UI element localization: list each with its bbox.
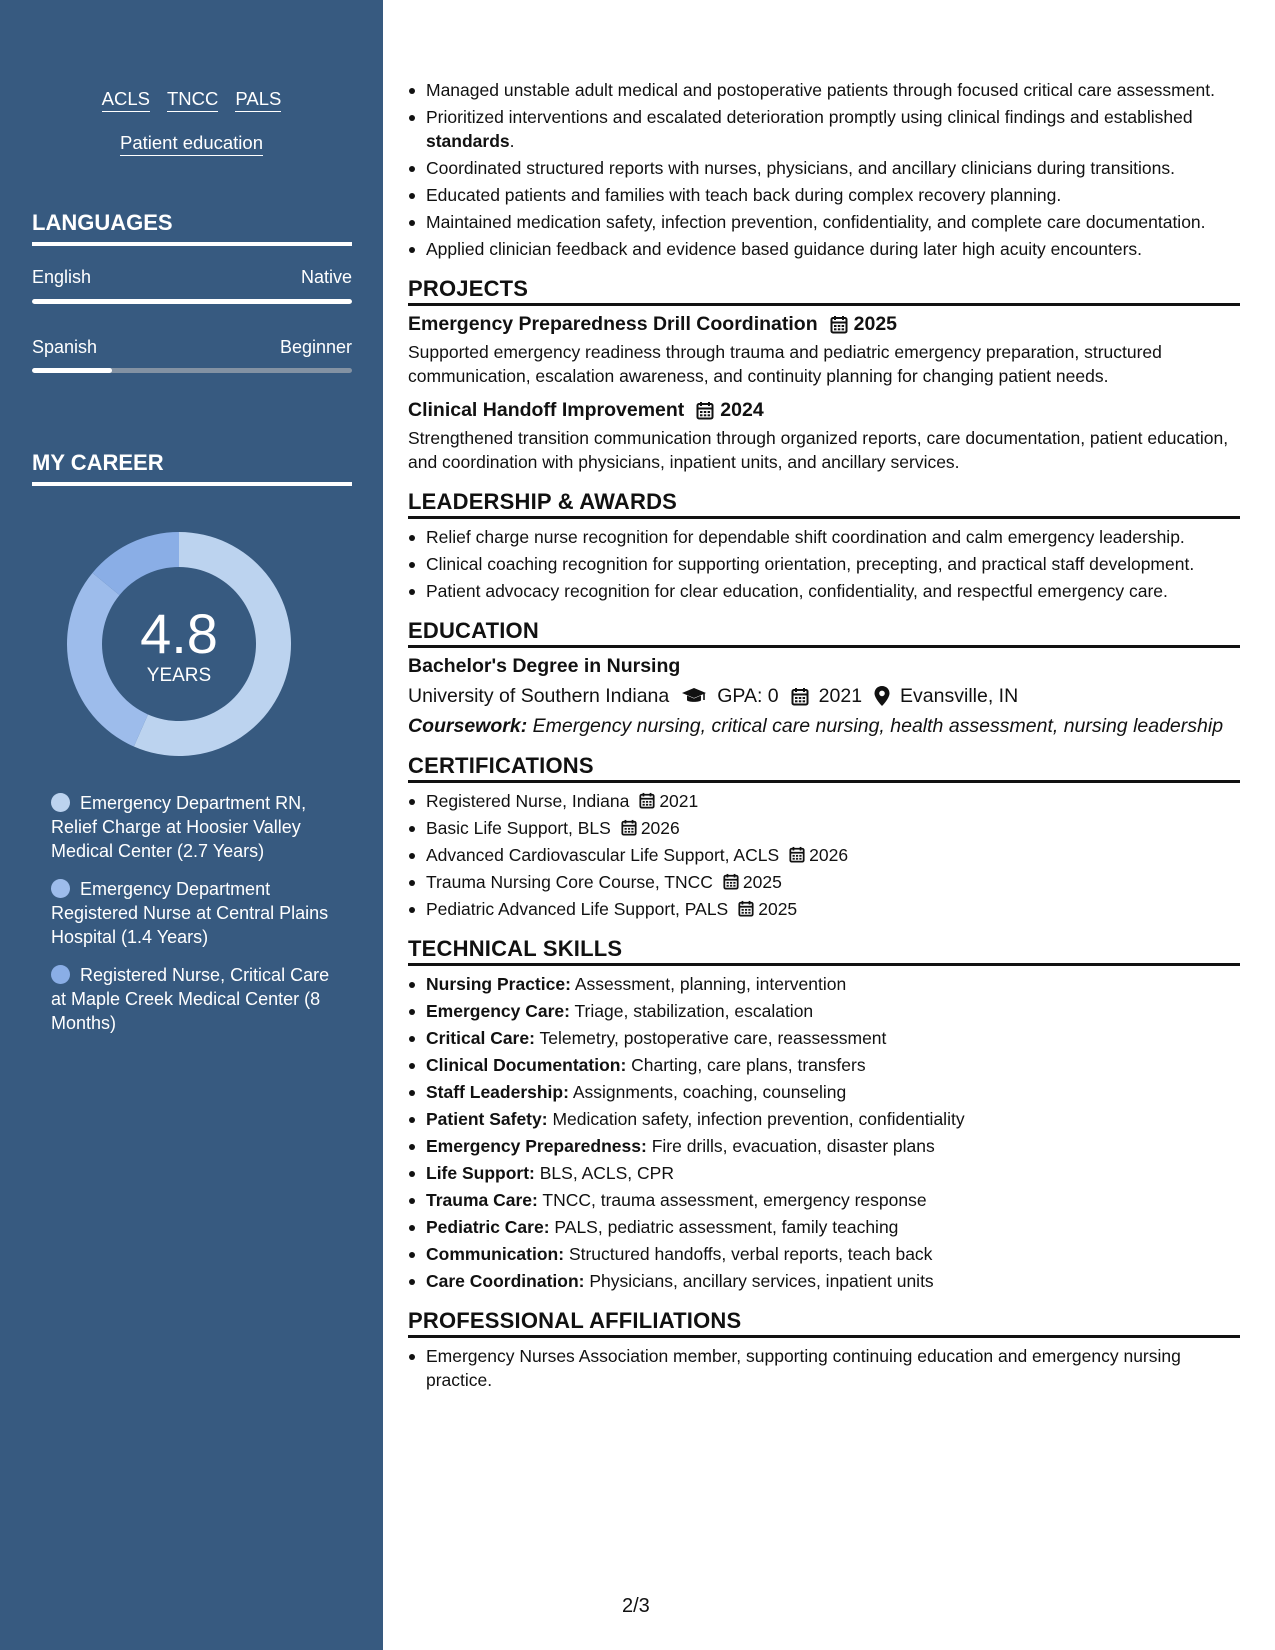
- skill-label: Emergency Preparedness:: [426, 1136, 647, 1156]
- skill-item: [408, 1107, 1240, 1131]
- language-name: English: [32, 267, 92, 287]
- career-heading: MY CAREER: [32, 450, 352, 486]
- skill-value: BLS, ACLS, CPR: [539, 1163, 674, 1183]
- calendar-icon: [789, 846, 805, 863]
- skill-tag[interactable]: Patient education: [120, 132, 263, 156]
- certification-year: 2025: [742, 872, 782, 892]
- career-total-value: 4.8: [140, 602, 218, 665]
- certifications-heading: CERTIFICATIONS: [408, 754, 1240, 783]
- affiliations-heading: PROFESSIONAL AFFILIATIONS: [408, 1309, 1240, 1338]
- language-level: Native: [300, 267, 352, 287]
- certification-item: [408, 789, 1240, 813]
- education-heading: EDUCATION: [408, 619, 1240, 648]
- language-level: Beginner: [279, 337, 352, 357]
- bullet-text: .: [509, 131, 515, 151]
- experience-bullet: Coordinated structured reports with nurses, physicians, and ancillary clinicians during transitions.: [408, 156, 1240, 180]
- language-name: Spanish: [32, 337, 98, 357]
- skill-value: PALS, pediatric assessment, family teaching: [554, 1217, 899, 1237]
- main-content: [408, 78, 1240, 1395]
- career-list: [51, 791, 336, 1049]
- certification-name: Pediatric Advanced Life Support, PALS: [426, 899, 729, 919]
- skill-label: Patient Safety:: [426, 1109, 548, 1129]
- map-pin-icon: [874, 686, 890, 706]
- coursework-label: Coursework:: [408, 715, 528, 737]
- experience-bullet: Applied clinician feedback and evidence based guidance during later high acuity encounters.: [408, 237, 1240, 261]
- certifications-list: [408, 789, 1240, 921]
- project-title: [408, 312, 1240, 336]
- leadership-item: Clinical coaching recognition for supporting orientation, precepting, and practical staff development.: [408, 552, 1240, 576]
- education-degree: Bachelor's Degree in Nursing: [408, 655, 681, 677]
- calendar-icon: [639, 792, 655, 809]
- certification-item: [408, 870, 1240, 894]
- skill-value: Charting, care plans, transfers: [631, 1055, 866, 1075]
- career-item: [51, 877, 336, 949]
- skill-label: Clinical Documentation:: [426, 1055, 627, 1075]
- project-description: Supported emergency readiness through trauma and pediatric emergency preparation, structured communication, escalation awareness, and continuity planning for changing patient needs.: [408, 342, 1162, 386]
- skill-label: Trauma Care:: [426, 1190, 538, 1210]
- skill-item: [408, 1215, 1240, 1239]
- education-year: 2021: [818, 685, 863, 707]
- calendar-icon: [738, 900, 754, 917]
- certification-item: [408, 816, 1240, 840]
- leadership-heading: LEADERSHIP & AWARDS: [408, 490, 1240, 519]
- skill-value: Assessment, planning, intervention: [574, 974, 847, 994]
- skill-label: Emergency Care:: [426, 1001, 570, 1021]
- language-proficiency-fill: [32, 368, 112, 373]
- language-proficiency-bar: [32, 299, 352, 304]
- page-number: 2/3: [622, 1595, 650, 1617]
- certification-year: 2026: [809, 845, 849, 865]
- career-item-text: Emergency Department Registered Nurse at Central Plains Hospital (1.4 Years): [51, 879, 329, 947]
- skills-list: [408, 972, 1240, 1293]
- calendar-icon: [830, 315, 848, 334]
- career-donut-chart: [67, 532, 291, 756]
- sidebar: [0, 0, 383, 1650]
- education-gpa: GPA: 0: [717, 685, 779, 707]
- skill-label: Communication:: [426, 1244, 565, 1264]
- coursework-text: Emergency nursing, critical care nursing, health assessment, nursing leadership: [532, 715, 1224, 737]
- skill-item: [408, 1269, 1240, 1293]
- skill-label: Nursing Practice:: [426, 974, 571, 994]
- skill-item: [408, 1161, 1240, 1185]
- language-proficiency-fill: [32, 299, 352, 304]
- skill-value: Medication safety, infection prevention, confidentiality: [552, 1109, 965, 1129]
- skill-tag[interactable]: PALS: [235, 88, 281, 112]
- project-name: Emergency Preparedness Drill Coordination: [408, 313, 818, 335]
- skill-tag[interactable]: ACLS: [102, 88, 150, 112]
- projects-heading: PROJECTS: [408, 277, 1240, 306]
- career-total-unit: YEARS: [146, 665, 212, 686]
- legend-dot-icon: [51, 793, 70, 812]
- technical-skills-heading: TECHNICAL SKILLS: [408, 937, 1240, 966]
- certification-name: Trauma Nursing Core Course, TNCC: [426, 872, 713, 892]
- certification-name: Registered Nurse, Indiana: [426, 791, 630, 811]
- affiliations-list: [408, 1344, 1240, 1392]
- career-item-text: Registered Nurse, Critical Care at Maple Creek Medical Center (8 Months): [51, 965, 330, 1033]
- language-row: [32, 337, 352, 358]
- calendar-icon: [621, 819, 637, 836]
- skill-value: TNCC, trauma assessment, emergency response: [542, 1190, 927, 1210]
- language-proficiency-bar: [32, 368, 352, 373]
- skill-item: [408, 1080, 1240, 1104]
- certification-name: Basic Life Support, BLS: [426, 818, 611, 838]
- skill-label: Care Coordination:: [426, 1271, 585, 1291]
- experience-bullet: Maintained medication safety, infection prevention, confidentiality, and complete care documentation.: [408, 210, 1240, 234]
- languages-heading: LANGUAGES: [32, 210, 352, 246]
- certification-item: [408, 897, 1240, 921]
- education-location: Evansville, IN: [900, 685, 1019, 707]
- affiliation-item: Emergency Nurses Association member, supporting continuing education and emergency nursing practice.: [408, 1344, 1240, 1392]
- skill-item: [408, 1242, 1240, 1266]
- skill-item: [408, 972, 1240, 996]
- experience-bullet: Educated patients and families with teach back during complex recovery planning.: [408, 183, 1240, 207]
- project-name: Clinical Handoff Improvement: [408, 399, 685, 421]
- legend-dot-icon: [51, 965, 70, 984]
- certification-year: 2021: [659, 791, 699, 811]
- certification-year: 2026: [640, 818, 680, 838]
- skill-tags-row: [0, 132, 383, 156]
- skill-tags-row: [0, 88, 383, 112]
- calendar-icon: [696, 401, 714, 420]
- bullet-text: Prioritized interventions and escalated deterioration promptly using clinical findings and established: [426, 107, 1193, 127]
- skill-value: Fire drills, evacuation, disaster plans: [651, 1136, 935, 1156]
- education-meta: [408, 684, 1240, 708]
- legend-dot-icon: [51, 879, 70, 898]
- leadership-list: [408, 525, 1240, 603]
- project-year: 2024: [720, 399, 764, 421]
- skill-label: Staff Leadership:: [426, 1082, 569, 1102]
- bullet-bold-text: standards: [426, 131, 510, 151]
- skill-tag[interactable]: TNCC: [167, 88, 218, 112]
- certification-year: 2025: [758, 899, 798, 919]
- certification-name: Advanced Cardiovascular Life Support, ACLS: [426, 845, 780, 865]
- skill-value: Telemetry, postoperative care, reassessment: [539, 1028, 887, 1048]
- education-coursework: [408, 714, 1240, 738]
- project-title: [408, 398, 1240, 422]
- education-school: University of Southern Indiana: [408, 685, 670, 707]
- project-description: Strengthened transition communication through organized reports, care documentation, patient education, and coordination with physicians, inpatient units, and ancillary services.: [408, 428, 1229, 472]
- skill-value: Triage, stabilization, escalation: [574, 1001, 814, 1021]
- project-year: 2025: [853, 313, 898, 335]
- skill-item: [408, 1053, 1240, 1077]
- skill-value: Structured handoffs, verbal reports, teach back: [568, 1244, 933, 1264]
- calendar-icon: [723, 873, 739, 890]
- career-item-text: Emergency Department RN, Relief Charge at Hoosier Valley Medical Center (2.7 Years): [51, 793, 307, 861]
- skill-item: [408, 999, 1240, 1023]
- skill-item: [408, 1188, 1240, 1212]
- skill-label: Life Support:: [426, 1163, 535, 1183]
- skill-label: Pediatric Care:: [426, 1217, 550, 1237]
- skill-label: Critical Care:: [426, 1028, 535, 1048]
- skill-value: Assignments, coaching, counseling: [572, 1082, 847, 1102]
- career-item: [51, 791, 336, 863]
- calendar-icon: [791, 687, 809, 706]
- experience-bullet: [408, 105, 1240, 153]
- leadership-item: Relief charge nurse recognition for dependable shift coordination and calm emergency leadership.: [408, 525, 1240, 549]
- certification-item: [408, 843, 1240, 867]
- language-row: [32, 267, 352, 288]
- career-item: [51, 963, 336, 1035]
- skill-value: Physicians, ancillary services, inpatient units: [589, 1271, 934, 1291]
- skill-item: [408, 1026, 1240, 1050]
- experience-bullets: [408, 78, 1240, 261]
- graduation-cap-icon: [681, 687, 707, 705]
- leadership-item: Patient advocacy recognition for clear education, confidentiality, and respectful emergency care.: [408, 579, 1240, 603]
- skill-item: [408, 1134, 1240, 1158]
- experience-bullet: Managed unstable adult medical and postoperative patients through focused critical care assessment.: [408, 78, 1240, 102]
